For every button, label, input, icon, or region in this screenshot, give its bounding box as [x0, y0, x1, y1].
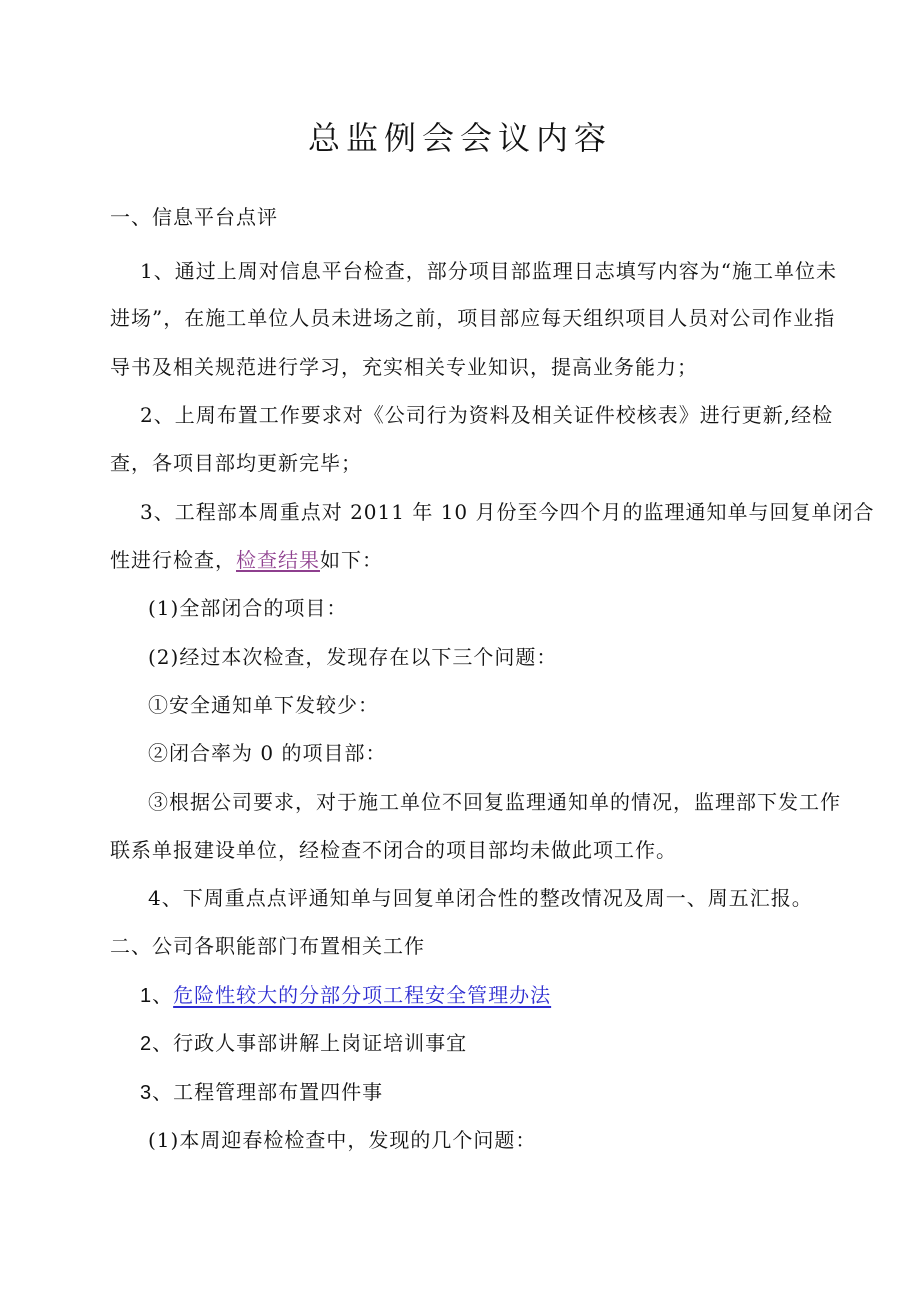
inspection-results-link[interactable]: 检查结果	[236, 548, 320, 572]
section1-item3-sub1: (1)全部闭合的项目：	[148, 596, 348, 620]
section1-item3-point3-line1: ③根据公司要求，对于施工单位不回复监理通知单的情况，监理部下发工作	[148, 790, 841, 814]
section2-item3	[140, 1077, 383, 1108]
section1-item3-line2-suffix: 如下：	[320, 548, 383, 572]
section1-item1-line1: 1、通过上周对信息平台检查，部分项目部监理日志填写内容为“施工单位未	[140, 259, 837, 283]
hazardous-works-safety-measures-link[interactable]: 危险性较大的分部分项工程安全管理办法	[173, 983, 552, 1007]
section1-item3-line2	[110, 545, 383, 575]
section1-item3-line1: 3、工程部本周重点对 2011 年 10 月份至今四个月的监理通知单与回复单闭合	[140, 500, 875, 524]
section2-item1-number: 1、	[140, 985, 174, 1007]
section1-item3-sub2: (2)经过本次检查，发现存在以下三个问题：	[148, 645, 558, 669]
section2-item3-text: 工程管理部布置四件事	[173, 1080, 384, 1104]
section1-item3-line2-prefix: 性进行检查，	[110, 548, 236, 572]
section1-item3-point2: ②闭合率为 0 的项目部：	[148, 741, 387, 765]
section1-item2-line2: 查，各项目部均更新完毕；	[110, 451, 362, 475]
document-title: 总监例会会议内容	[307, 119, 612, 157]
section2-item2-text: 行政人事部讲解上岗证培训事宜	[173, 1031, 468, 1055]
section1-item3-point1: ①安全通知单下发较少：	[148, 693, 379, 717]
section1-item1-line2: 进场”，在施工单位人员未进场之前，项目部应每天组织项目人员对公司作业指	[110, 306, 836, 330]
section1-item1-line3: 导书及相关规范进行学习，充实相关专业知识，提高业务能力；	[110, 355, 698, 379]
section1-item4: 4、下周重点点评通知单与回复单闭合性的整改情况及周一、周五汇报。	[148, 886, 813, 910]
section2-item1	[140, 980, 551, 1011]
section1-item2-line1: 2、上周布置工作要求对《公司行为资料及相关证件校核表》进行更新,经检	[140, 403, 834, 427]
section2-item3-number: 3、	[140, 1082, 174, 1104]
section2-item2	[140, 1028, 467, 1059]
section1-heading: 一、信息平台点评	[110, 205, 278, 229]
section2-item3-sub1: (1)本周迎春检检查中，发现的几个问题：	[148, 1128, 537, 1152]
section1-item3-point3-line2: 联系单报建设单位，经检查不闭合的项目部均未做此项工作。	[110, 838, 677, 862]
section2-item2-number: 2、	[140, 1033, 174, 1055]
section2-heading: 二、公司各职能部门布置相关工作	[110, 934, 425, 958]
